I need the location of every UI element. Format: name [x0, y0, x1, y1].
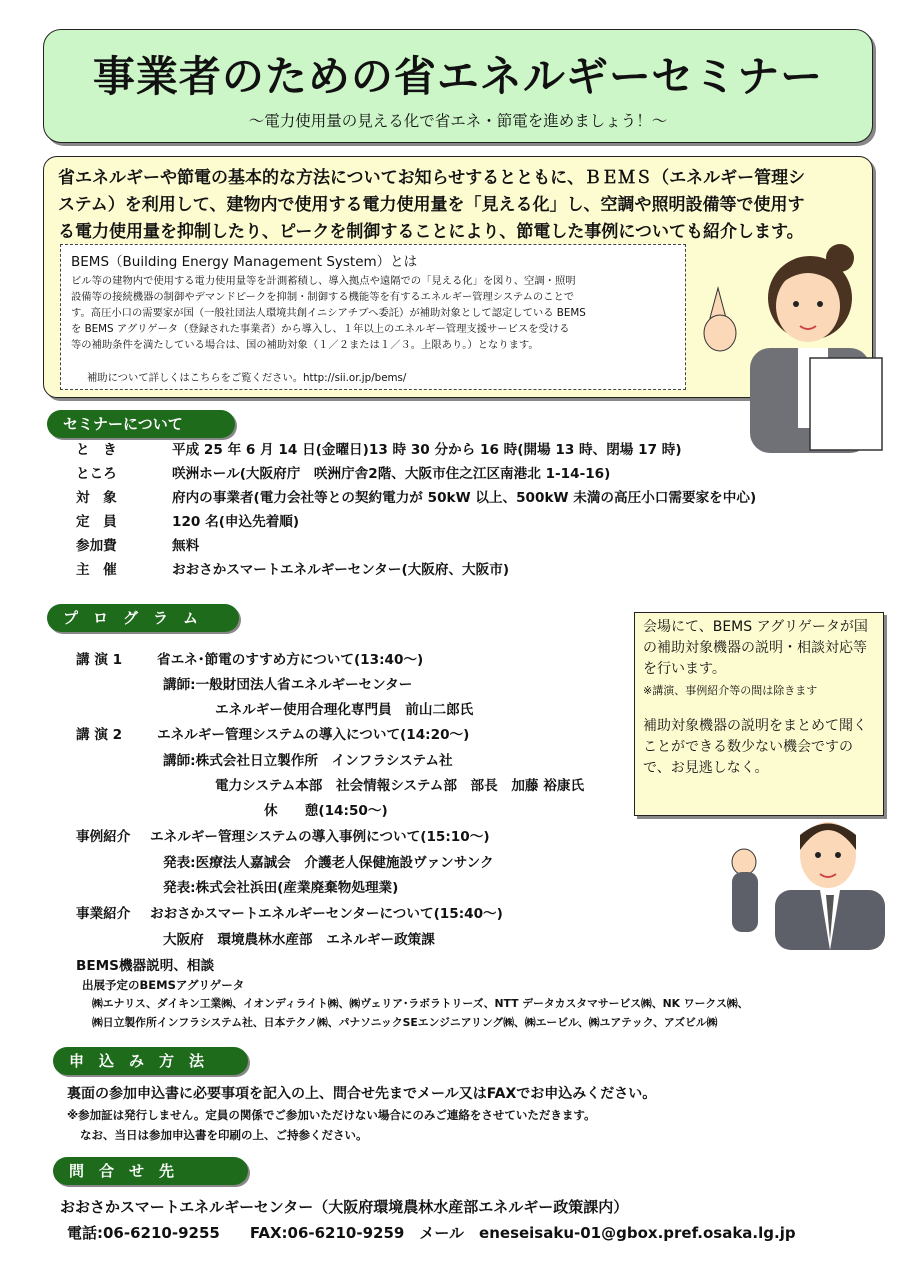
biz-org: 大阪府 環境農林水産部 エネルギー政策課 [163, 932, 435, 948]
biz-label: 事業紹介 [76, 906, 131, 922]
detail-value: 府内の事業者(電力会社等との契約電力が 50kW 以上、500kW 未満の高圧小口需要家を中心) [172, 490, 757, 506]
notice-bubble [634, 612, 884, 816]
case-title: エネルギー管理システムの導入事例について(15:10～) [150, 829, 490, 845]
lecture1-speaker-role: エネルギー使用合理化専門員 前山二郎氏 [215, 702, 474, 718]
contact-org: おおさかスマートエネルギーセンター（大阪府環境農林水産部エネルギー政策課内） [60, 1198, 629, 1216]
apply-instruction: 裏面の参加申込書に必要事項を記入の上、問合せ先までメール又はFAXでお申込みください。 [67, 1086, 657, 1102]
detail-value: 平成 25 年 6 月 14 日(金曜日)13 時 30 分から 16 時(開場 13 時、閉場 17 時) [172, 442, 682, 458]
bems-demo-title: BEMS機器説明、相談 [76, 958, 215, 974]
break-time: 休 憩(14:50～) [264, 803, 388, 819]
detail-value: 無料 [172, 538, 200, 554]
notice-text: 会場にて、BEMS アグリゲータが国の補助対象機器の説明・相談対応等を行います。 [643, 619, 868, 677]
page-title: 事業者のための省エネルギーセミナー [92, 52, 824, 101]
man-illustration-icon [720, 800, 890, 950]
bems-title: BEMS（Building Energy Management System）とは [71, 254, 418, 270]
intro-line: ステム）を利用して、建物内で使用する電力使用量を「見える化」し、空調や照明設備等で使用す [58, 195, 805, 215]
apply-note: なお、当日は参加申込書を印刷の上、ご持参ください。 [80, 1128, 368, 1142]
notice-text: 補助対象機器の説明をまとめて聞くことができる数少ない機会ですので、お見逃しなく。 [643, 718, 867, 776]
bems-description [71, 273, 675, 353]
bems-line: 設備等の接続機器の制御やデマンドピークを抑制・制御する機能等を有するエネルギー管理システムのことで [71, 291, 575, 303]
woman-illustration-icon [690, 238, 890, 453]
bems-explainer-box [60, 244, 686, 390]
section-header-contact: 問 合 せ 先 [53, 1157, 248, 1185]
detail-label: 参加費 [76, 538, 117, 554]
biz-title: おおさかスマートエネルギーセンターについて(15:40～) [150, 906, 503, 922]
lecture2-speaker: 講師:株式会社日立製作所 インフラシステム社 [163, 753, 453, 769]
page-subtitle: ～電力使用量の見える化で省エネ・節電を進めましょう！～ [248, 112, 668, 130]
detail-row [0, 438, 909, 462]
detail-label: ところ [76, 466, 117, 482]
lecture2-speaker-role: 電力システム本部 社会情報システム部 部長 加藤 裕康氏 [215, 778, 585, 794]
detail-label: 主 催 [76, 562, 117, 578]
notice-footnote: ※講演、事例紹介等の間は除きます [643, 684, 818, 697]
exhibitor-label: 出展予定のBEMSアグリゲータ [82, 978, 245, 992]
apply-note: ※参加証は発行しません。定員の関係でご参加いただけない場合にのみご連絡をさせていただきます。 [67, 1108, 596, 1122]
detail-value: 120 名(申込先着順) [172, 514, 300, 530]
lecture1-speaker: 講師:一般財団法人省エネルギーセンター [163, 677, 413, 693]
title-banner [43, 29, 873, 143]
detail-label: 対 象 [76, 490, 117, 506]
bems-line: す。高圧小口の需要家が国（一般社団法人環境共創イニシアチブへ委託）が補助対象として認定している BEMS [71, 307, 586, 319]
exhibitor-list: ㈱エナリス、ダイキン工業㈱、イオンディライト㈱、㈱ヴェリア･ラボラトリーズ、NTT データカスタマサービス㈱、NK ワークス㈱、 [92, 997, 749, 1010]
detail-row [0, 486, 909, 510]
case-presenter: 発表:医療法人嘉誠会 介護老人保健施設ヴァンサンク [163, 855, 494, 871]
bems-line: 等の補助条件を満たしている場合は、国の補助対象（１／２または１／３。上限あり。）となります。 [71, 339, 539, 351]
exhibitor-list: ㈱日立製作所インフラシステム社、日本テクノ㈱、パナソニックSEエンジニアリング㈱、㈱エービル、㈱ユアテック、アズビル㈱ [92, 1016, 718, 1029]
lecture2-title: エネルギー管理システムの導入について(14:20～) [157, 727, 470, 743]
detail-value: おおさかスマートエネルギーセンター(大阪府、大阪市) [172, 562, 510, 578]
lecture1-title: 省エネ･節電のすすめ方について(13:40～) [157, 652, 424, 668]
lecture2-label: 講 演 2 [76, 727, 123, 743]
case-presenter: 発表:株式会社浜田(産業廃棄物処理業) [163, 880, 399, 896]
lecture1-label: 講 演 1 [76, 652, 123, 668]
case-label: 事例紹介 [76, 829, 131, 845]
section-header-seminar: セミナーについて [47, 410, 235, 438]
detail-value: 咲洲ホール(大阪府庁 咲洲庁舎2階、大阪市住之江区南港北 1-14-16) [172, 466, 611, 482]
seminar-details [0, 438, 909, 582]
bems-link[interactable]: 補助について詳しくはこちらをご覧ください。http://sii.or.jp/bems/ [87, 372, 407, 384]
detail-row [0, 534, 909, 558]
intro-text [58, 165, 858, 246]
intro-line: 省エネルギーや節電の基本的な方法についてお知らせするとともに、ＢＥＭＳ（エネルギー管理シ [58, 168, 806, 188]
detail-row [0, 558, 909, 582]
detail-row [0, 462, 909, 486]
bems-line: ビル等の建物内で使用する電力使用量等を計測蓄積し、導入拠点や遠隔での「見える化」を図り、空調・照明 [71, 275, 576, 287]
section-header-program: プ ロ グ ラ ム [47, 604, 239, 632]
detail-row [0, 510, 909, 534]
bems-line: を BEMS アグリゲータ（登録された事業者）から導入し、１年以上のエネルギー管理支援サービスを受ける [71, 323, 570, 335]
section-header-apply: 申 込 み 方 法 [53, 1047, 248, 1075]
contact-info: 電話:06-6210-9255 FAX:06-6210-9259 メール eneseisaku-01@gbox.pref.osaka.lg.jp [67, 1224, 796, 1242]
detail-label: と き [76, 442, 117, 458]
intro-line: る電力使用量を抑制したり、ピークを制御することにより、節電した事例についても紹介します。 [58, 222, 804, 242]
detail-label: 定 員 [76, 514, 117, 530]
